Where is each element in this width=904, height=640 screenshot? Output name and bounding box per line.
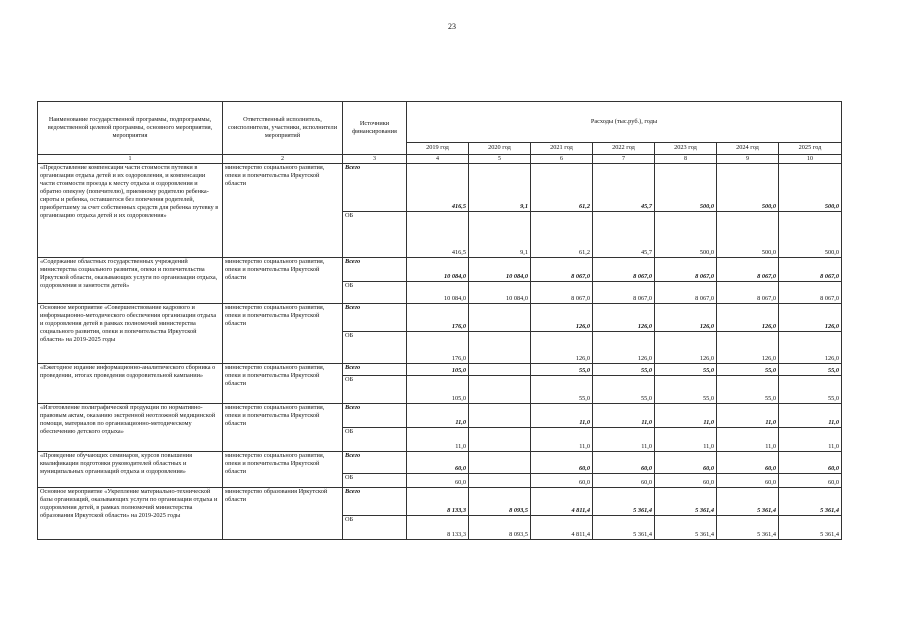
ob-value: 500,0	[779, 212, 842, 258]
ob-value: 11,0	[655, 428, 717, 452]
funding-source-ob: ОБ	[343, 428, 407, 452]
total-value: 5 361,4	[655, 488, 717, 516]
measure-name: «Предоставление компенсации части стоимости путевки в организации отдыха детей и их оздоровления, и компенсации части стоимости проезда к месту отдыха и оздоровления и обратно опекуну (попечителю), приемному родителю ребенка-сироты и ребенка, оставшегося без попечения родителей, приобретшему за счет собственных средств для ребенка путевку в организацию отдыха детей и их оздоровления»	[38, 164, 223, 258]
ob-value	[469, 376, 531, 404]
total-value: 8 067,0	[779, 258, 842, 282]
ob-value: 8 067,0	[531, 282, 593, 304]
ob-value: 500,0	[655, 212, 717, 258]
ob-value: 8 133,3	[407, 516, 469, 540]
column-number: 8	[655, 155, 717, 164]
ob-value: 11,0	[717, 428, 779, 452]
header-program-name: Наименование государственной программы, подпрограммы, ведомственной целевой программы, основного мероприятия, мероприятия	[38, 102, 223, 155]
table-row	[38, 304, 842, 332]
total-value: 5 361,4	[593, 488, 655, 516]
ob-value	[469, 332, 531, 364]
ob-value: 176,0	[407, 332, 469, 364]
funding-source-ob: ОБ	[343, 282, 407, 304]
ob-value: 45,7	[593, 212, 655, 258]
total-value: 8 067,0	[593, 258, 655, 282]
ob-value: 9,1	[469, 212, 531, 258]
funding-source-ob: ОБ	[343, 332, 407, 364]
column-number: 6	[531, 155, 593, 164]
total-value: 61,2	[531, 164, 593, 212]
funding-source-total: Всего	[343, 452, 407, 474]
funding-source-total: Всего	[343, 404, 407, 428]
ob-value: 8 067,0	[593, 282, 655, 304]
column-number: 2	[223, 155, 343, 164]
ob-value: 60,0	[593, 474, 655, 488]
ob-value: 5 361,4	[717, 516, 779, 540]
header-year: 2020 год	[469, 143, 531, 155]
ob-value: 11,0	[593, 428, 655, 452]
header-funding-source: Источники финансирования	[343, 102, 407, 155]
total-value	[469, 452, 531, 474]
total-value: 416,5	[407, 164, 469, 212]
ob-value: 11,0	[407, 428, 469, 452]
ob-value	[469, 428, 531, 452]
table-row	[38, 164, 842, 212]
total-value	[469, 364, 531, 376]
ob-value: 60,0	[779, 474, 842, 488]
ob-value: 55,0	[655, 376, 717, 404]
total-value: 60,0	[717, 452, 779, 474]
column-number: 5	[469, 155, 531, 164]
header-year: 2025 год	[779, 143, 842, 155]
total-value: 60,0	[655, 452, 717, 474]
ob-value: 61,2	[531, 212, 593, 258]
total-value: 11,0	[779, 404, 842, 428]
header-year: 2021 год	[531, 143, 593, 155]
ob-value: 126,0	[717, 332, 779, 364]
funding-source-total: Всего	[343, 304, 407, 332]
total-value: 55,0	[717, 364, 779, 376]
ob-value: 10 084,0	[469, 282, 531, 304]
total-value: 11,0	[407, 404, 469, 428]
executor: министерство социального развития, опеки и попечительства Иркутской области	[223, 258, 343, 304]
total-value: 11,0	[531, 404, 593, 428]
ob-value: 8 093,5	[469, 516, 531, 540]
total-value: 105,0	[407, 364, 469, 376]
total-value	[469, 404, 531, 428]
ob-value: 11,0	[531, 428, 593, 452]
total-value: 60,0	[407, 452, 469, 474]
total-value: 8 133,3	[407, 488, 469, 516]
ob-value: 416,5	[407, 212, 469, 258]
total-value	[469, 304, 531, 332]
total-value: 126,0	[593, 304, 655, 332]
total-value: 126,0	[717, 304, 779, 332]
ob-value: 60,0	[655, 474, 717, 488]
total-value: 60,0	[531, 452, 593, 474]
measure-name: «Изготовление полиграфической продукции по нормативно-правовым актам, оказанию экстренной неотложной медицинской помощи, материалов по организационно-методическому обеспечению детского отдыха»	[38, 404, 223, 452]
ob-value: 8 067,0	[779, 282, 842, 304]
ob-value	[469, 474, 531, 488]
funding-source-total: Всего	[343, 164, 407, 212]
total-value: 55,0	[779, 364, 842, 376]
total-value: 4 811,4	[531, 488, 593, 516]
ob-value: 105,0	[407, 376, 469, 404]
column-number: 10	[779, 155, 842, 164]
ob-value: 5 361,4	[779, 516, 842, 540]
total-value: 8 067,0	[655, 258, 717, 282]
ob-value: 10 084,0	[407, 282, 469, 304]
ob-value: 55,0	[593, 376, 655, 404]
ob-value: 60,0	[717, 474, 779, 488]
total-value: 126,0	[779, 304, 842, 332]
total-value: 11,0	[593, 404, 655, 428]
ob-value: 11,0	[779, 428, 842, 452]
column-number: 4	[407, 155, 469, 164]
funding-source-ob: ОБ	[343, 474, 407, 488]
measure-name: «Проведение обучающих семинаров, курсов повышения квалификации подготовки руководителей областных и муниципальных организаций отдыха и оздоровления»	[38, 452, 223, 488]
column-number: 7	[593, 155, 655, 164]
total-value: 500,0	[717, 164, 779, 212]
ob-value: 126,0	[779, 332, 842, 364]
total-value: 9,1	[469, 164, 531, 212]
total-value: 176,0	[407, 304, 469, 332]
total-value: 500,0	[779, 164, 842, 212]
executor: министерство социального развития, опеки и попечительства Иркутской области	[223, 452, 343, 488]
table-row	[38, 364, 842, 376]
executor: министерство образования Иркутской области	[223, 488, 343, 540]
total-value: 10 084,0	[407, 258, 469, 282]
total-value: 55,0	[531, 364, 593, 376]
ob-value: 5 361,4	[593, 516, 655, 540]
total-value: 8 067,0	[717, 258, 779, 282]
total-value: 8 093,5	[469, 488, 531, 516]
ob-value: 60,0	[531, 474, 593, 488]
total-value: 11,0	[655, 404, 717, 428]
column-number: 1	[38, 155, 223, 164]
total-value: 60,0	[593, 452, 655, 474]
ob-value: 55,0	[779, 376, 842, 404]
ob-value: 8 067,0	[655, 282, 717, 304]
table-row	[38, 258, 842, 282]
measure-name: «Содержание областных государственных учреждений министерства социального развития, опеки и попечительства Иркутской области, оказывающих услуги по организации отдыха, оздоровления и занятости детей»	[38, 258, 223, 304]
funding-source-ob: ОБ	[343, 212, 407, 258]
funding-source-total: Всего	[343, 364, 407, 376]
total-value: 5 361,4	[779, 488, 842, 516]
total-value: 126,0	[531, 304, 593, 332]
header-executor: Ответственный исполнитель, соисполнители, участники, исполнители мероприятий	[223, 102, 343, 155]
executor: министерство социального развития, опеки и попечительства Иркутской области	[223, 364, 343, 404]
measure-name: Основное мероприятие «Совершенствование кадрового и информационно-методического обеспечения организации отдыха и оздоровления детей в рамках полномочий министерства социального развития, опеки и попечительства Иркутской области» на 2019-2025 годы	[38, 304, 223, 364]
table-row	[38, 452, 842, 474]
total-value: 5 361,4	[717, 488, 779, 516]
total-value: 55,0	[655, 364, 717, 376]
funding-source-total: Всего	[343, 258, 407, 282]
total-value: 126,0	[655, 304, 717, 332]
ob-value: 55,0	[531, 376, 593, 404]
funding-source-ob: ОБ	[343, 516, 407, 540]
measure-name: Основное мероприятие «Укрепление материально-технической базы организаций, оказывающих услуги по организации отдыха и оздоровления детей, в рамках полномочий министерства образования Иркутской области» на 2019-2025 годы	[38, 488, 223, 540]
ob-value: 500,0	[717, 212, 779, 258]
ob-value: 5 361,4	[655, 516, 717, 540]
header-year: 2023 год	[655, 143, 717, 155]
expenses-table	[37, 101, 842, 540]
header-year: 2019 год	[407, 143, 469, 155]
executor: министерство социального развития, опеки и попечительства Иркутской области	[223, 304, 343, 364]
column-number: 9	[717, 155, 779, 164]
table-row	[38, 404, 842, 428]
total-value: 55,0	[593, 364, 655, 376]
measure-name: «Ежегодное издание информационно-аналитического сборника о проведении, итогах проведения оздоровительной кампании»	[38, 364, 223, 404]
total-value: 10 084,0	[469, 258, 531, 282]
total-value: 60,0	[779, 452, 842, 474]
ob-value: 126,0	[593, 332, 655, 364]
header-expenses: Расходы (тыс.руб.), годы	[407, 102, 842, 143]
funding-source-ob: ОБ	[343, 376, 407, 404]
total-value: 500,0	[655, 164, 717, 212]
page-number: 23	[448, 22, 456, 31]
executor: министерство социального развития, опеки и попечительства Иркутской области	[223, 404, 343, 452]
total-value: 8 067,0	[531, 258, 593, 282]
total-value: 45,7	[593, 164, 655, 212]
column-number: 3	[343, 155, 407, 164]
ob-value: 60,0	[407, 474, 469, 488]
executor: министерство социального развития, опеки и попечительства Иркутской области	[223, 164, 343, 258]
ob-value: 126,0	[655, 332, 717, 364]
ob-value: 126,0	[531, 332, 593, 364]
table-row	[38, 488, 842, 516]
total-value: 11,0	[717, 404, 779, 428]
header-year: 2024 год	[717, 143, 779, 155]
funding-source-total: Всего	[343, 488, 407, 516]
header-year: 2022 год	[593, 143, 655, 155]
ob-value: 55,0	[717, 376, 779, 404]
ob-value: 8 067,0	[717, 282, 779, 304]
ob-value: 4 811,4	[531, 516, 593, 540]
